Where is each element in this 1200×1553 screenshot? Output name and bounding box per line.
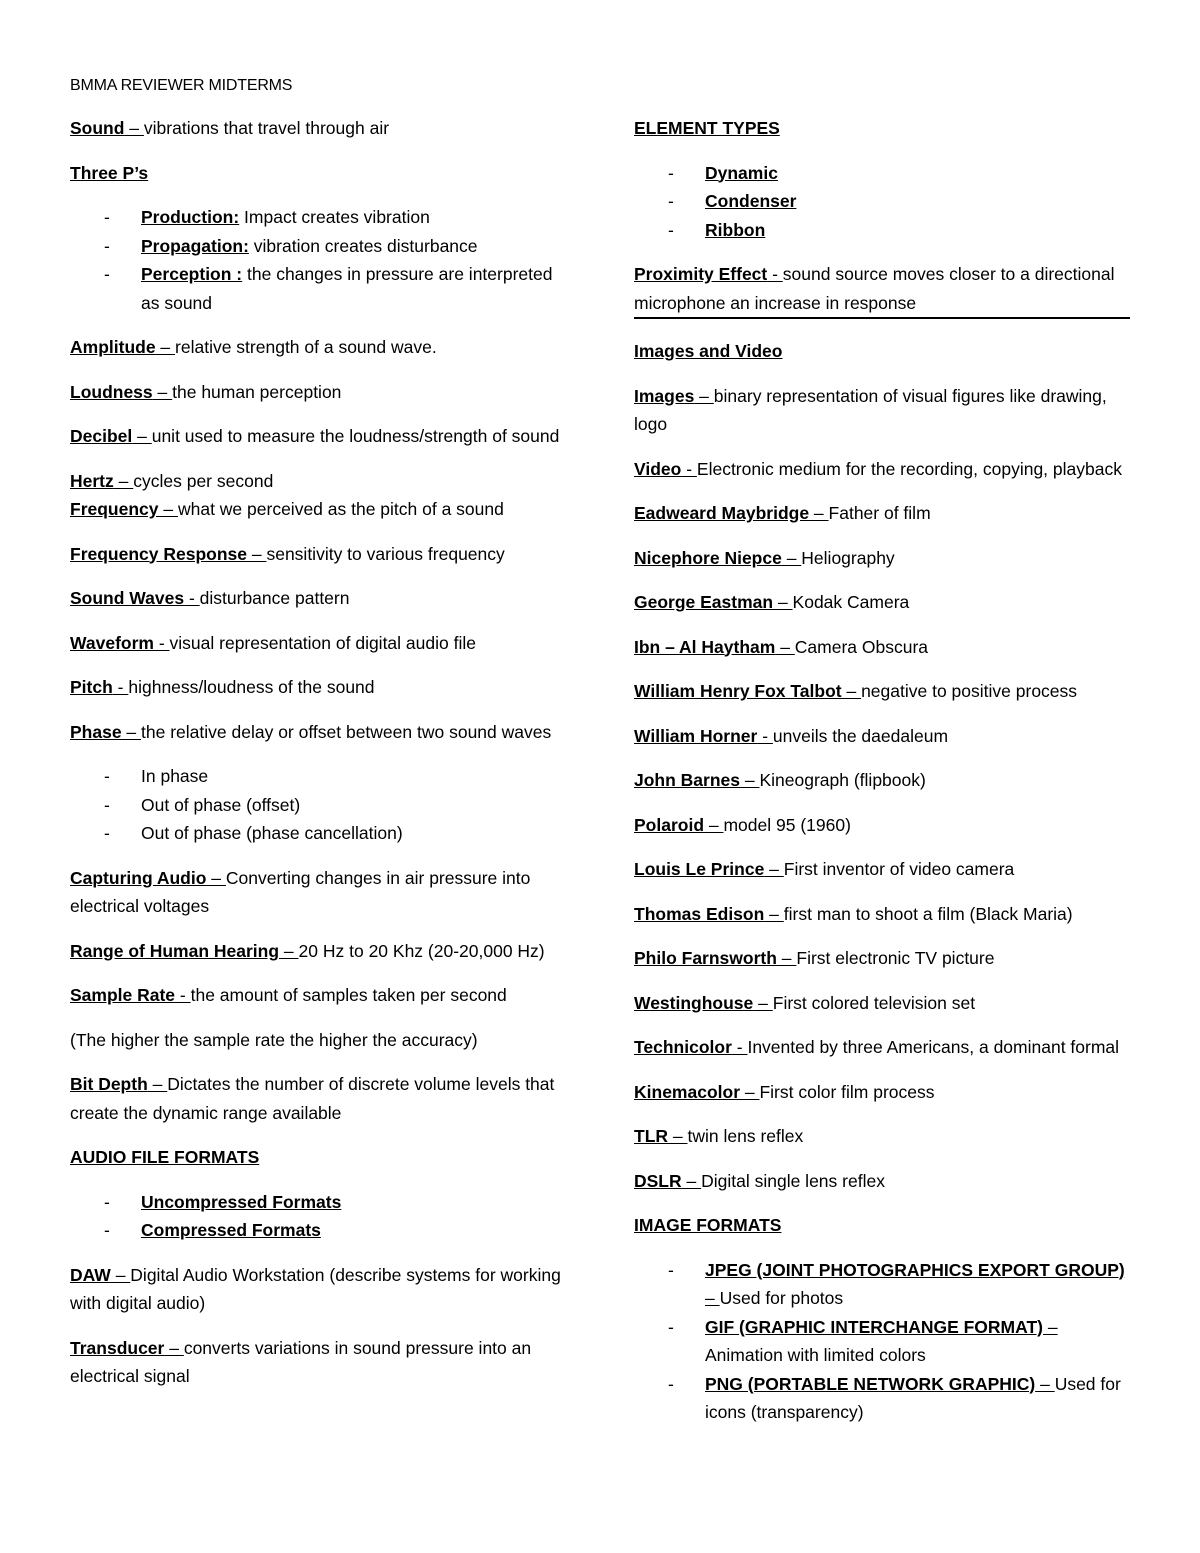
- entry-daw: [70, 1261, 570, 1318]
- heading-image-formats: [634, 1211, 1134, 1240]
- separator: –: [773, 592, 793, 612]
- term: Polaroid: [634, 814, 705, 835]
- separator: –: [1043, 1316, 1058, 1337]
- entry-range-hearing: [70, 937, 570, 966]
- dash-bullet: -: [104, 1191, 110, 1212]
- definition: the changes in pressure are interpreted as sound: [141, 264, 553, 313]
- term: Uncompressed Formats: [141, 1191, 342, 1212]
- dash-bullet: -: [668, 219, 674, 240]
- term: Capturing Audio: [70, 867, 207, 888]
- definition: Electronic medium for the recording, copying, playback: [696, 458, 1122, 479]
- definition: Camera Obscura: [794, 636, 929, 657]
- definition: the relative delay or offset between two sound waves: [141, 721, 552, 742]
- dash-bullet: -: [668, 1373, 674, 1394]
- heading-element-types: [634, 114, 1134, 143]
- separator: -: [757, 725, 773, 746]
- definition: the amount of samples taken per second: [190, 985, 507, 1005]
- dash-bullet: -: [104, 1220, 110, 1240]
- audio-formats-list: [70, 1188, 570, 1245]
- separator: –: [704, 814, 724, 835]
- term: DSLR: [634, 1170, 682, 1191]
- term: Sound: [70, 118, 125, 138]
- entry-sample-rate: [70, 981, 570, 1010]
- term: Pitch: [70, 677, 113, 697]
- entry-niepce: [634, 544, 1134, 573]
- definition: Impact creates vibration: [239, 207, 430, 227]
- separator: -: [175, 985, 191, 1005]
- definition: Used for photos: [719, 1288, 844, 1308]
- heading-images-video: [634, 337, 1134, 366]
- entry-kinemacolor: [634, 1078, 1134, 1107]
- definition: Digital single lens reflex: [701, 1170, 885, 1191]
- entry-haytham: [634, 633, 1134, 662]
- separator: –: [155, 337, 176, 357]
- separator: –: [206, 867, 226, 888]
- term: Thomas Edison: [634, 903, 765, 924]
- list-item: [634, 216, 1134, 245]
- term: Production:: [141, 207, 240, 227]
- definition: Digital Audio Workstation (describe systems for working with digital audio): [70, 1264, 561, 1313]
- definition: First color film process: [759, 1081, 935, 1102]
- dash-bullet: -: [668, 1316, 674, 1337]
- separator: –: [740, 1081, 760, 1102]
- document-title: BMMA REVIEWER MIDTERMS: [70, 77, 293, 94]
- separator: –: [132, 426, 152, 446]
- entry-proximity-effect: [634, 260, 1134, 317]
- term: GIF (GRAPHIC INTERCHANGE FORMAT): [705, 1316, 1043, 1337]
- separator: –: [113, 470, 134, 491]
- definition: model 95 (1960): [723, 814, 851, 835]
- left-column: [70, 114, 570, 1407]
- term: Louis Le Prince: [634, 859, 765, 879]
- heading-audio-formats: [70, 1143, 570, 1172]
- horizontal-rule: [634, 317, 1130, 319]
- image-formats-list: [634, 1256, 1134, 1427]
- term: Sound Waves: [70, 588, 185, 608]
- definition: disturbance pattern: [199, 588, 350, 608]
- separator: –: [841, 681, 862, 701]
- term: Perception :: [141, 264, 243, 284]
- entry-eastman: [634, 588, 1134, 617]
- term: Amplitude: [70, 337, 156, 357]
- entry-bit-depth: [70, 1070, 570, 1127]
- definition: Kineograph (flipbook): [759, 770, 926, 790]
- separator: -: [153, 632, 170, 653]
- term: William Horner: [634, 725, 758, 746]
- entry-edison: [634, 900, 1134, 929]
- list-item-text: Out of phase (offset): [141, 794, 301, 815]
- entry-tlr: [634, 1122, 1134, 1151]
- term: Proximity Effect: [634, 264, 768, 284]
- term: Kinemacolor: [634, 1081, 740, 1102]
- term: Hertz: [70, 470, 114, 491]
- definition: unveils the daedaleum: [772, 725, 949, 746]
- list-item: [70, 791, 570, 820]
- term: Dynamic: [705, 162, 778, 183]
- definition: vibrations that travel through air: [143, 118, 390, 138]
- definition: Animation with limited colors: [705, 1345, 926, 1365]
- definition: sensitivity to various frequency: [266, 543, 505, 564]
- entry-hertz: [70, 467, 570, 496]
- term: Frequency Response: [70, 543, 247, 564]
- term: John Barnes: [634, 770, 740, 790]
- term: DAW: [70, 1264, 111, 1285]
- term: Eadweard Maybridge: [634, 503, 810, 523]
- entry-loudness: [70, 378, 570, 407]
- dash-bullet: -: [104, 207, 110, 227]
- term: Transducer: [70, 1337, 165, 1358]
- separator: -: [112, 677, 129, 697]
- separator: –: [809, 503, 829, 523]
- separator: -: [681, 458, 697, 479]
- section-heading: AUDIO FILE FORMATS: [70, 1147, 260, 1167]
- list-item: [70, 1216, 570, 1245]
- separator: –: [1035, 1373, 1055, 1394]
- separator: -: [731, 1037, 748, 1057]
- term: Ibn – Al Haytham: [634, 636, 776, 657]
- definition: cycles per second: [133, 470, 274, 491]
- list-item: [70, 203, 570, 232]
- separator: –: [164, 1337, 184, 1358]
- definition: Invented by three Americans, a dominant formal: [747, 1037, 1120, 1057]
- separator: –: [158, 499, 178, 519]
- entry-capturing-audio: [70, 864, 570, 921]
- term: Video: [634, 458, 682, 479]
- definition: Kodak Camera: [792, 592, 910, 612]
- definition: binary representation of visual figures like drawing, logo: [634, 385, 1107, 434]
- definition: what we perceived as the pitch of a sound: [177, 499, 504, 519]
- definition: Father of film: [828, 503, 931, 523]
- term: Decibel: [70, 426, 133, 446]
- term: Range of Human Hearing: [70, 940, 280, 961]
- definition: negative to positive process: [861, 681, 1078, 701]
- separator: –: [147, 1074, 168, 1094]
- term: Philo Farnsworth: [634, 948, 777, 968]
- section-heading: ELEMENT TYPES: [634, 118, 780, 138]
- dash-bullet: -: [104, 794, 110, 815]
- definition: Heliography: [801, 547, 895, 568]
- definition: Dictates the number of discrete volume levels that create the dynamic range available: [70, 1074, 555, 1123]
- section-heading: Images and Video: [634, 341, 783, 361]
- list-item: [70, 1188, 570, 1217]
- separator: –: [110, 1264, 131, 1285]
- entry-sound: [70, 114, 570, 143]
- definition: first man to shoot a film (Black Maria): [783, 903, 1073, 924]
- right-column: [634, 114, 1134, 1443]
- list-item: [634, 1256, 1134, 1313]
- term: Phase: [70, 721, 122, 742]
- list-item: [634, 1370, 1134, 1427]
- term: Images: [634, 385, 695, 406]
- separator: –: [764, 903, 784, 924]
- term: PNG (PORTABLE NETWORK GRAPHIC): [705, 1373, 1036, 1394]
- entry-westinghouse: [634, 989, 1134, 1018]
- list-item-text: Out of phase (phase cancellation): [141, 823, 403, 843]
- definition: First colored television set: [772, 992, 976, 1013]
- section-heading: IMAGE FORMATS: [634, 1215, 782, 1235]
- entry-pitch: [70, 673, 570, 702]
- definition: Converting changes in air pressure into electrical voltages: [70, 867, 531, 916]
- list-item: [70, 819, 570, 848]
- entry-amplitude: [70, 333, 570, 362]
- dash-bullet: -: [668, 191, 674, 211]
- definition: twin lens reflex: [687, 1126, 804, 1146]
- separator: –: [740, 770, 760, 790]
- term: Sample Rate: [70, 985, 176, 1005]
- definition: First inventor of video camera: [783, 859, 1015, 879]
- dash-bullet: -: [668, 1259, 674, 1280]
- entry-le-prince: [634, 855, 1134, 884]
- entry-decibel: [70, 422, 570, 451]
- entry-technicolor: [634, 1033, 1134, 1062]
- dash-bullet: -: [104, 264, 110, 284]
- element-types-list: [634, 159, 1134, 245]
- separator: -: [184, 588, 200, 608]
- heading-three-ps: [70, 159, 570, 188]
- entry-barnes: [634, 766, 1134, 795]
- section-heading: Three P’s: [70, 162, 149, 183]
- term: William Henry Fox Talbot: [634, 681, 842, 701]
- list-item: [70, 762, 570, 791]
- separator: –: [775, 636, 795, 657]
- entry-images: [634, 382, 1134, 439]
- separator: –: [124, 118, 144, 138]
- term: Compressed Formats: [141, 1220, 321, 1240]
- separator: –: [753, 992, 773, 1013]
- sample-rate-note: (The higher the sample rate the higher the accuracy): [70, 1029, 478, 1050]
- dash-bullet: -: [104, 235, 110, 256]
- definition: relative strength of a sound wave.: [175, 337, 437, 357]
- separator: –: [121, 721, 142, 742]
- definition: First electronic TV picture: [796, 948, 995, 968]
- list-item-text: In phase: [141, 766, 209, 786]
- term: Waveform: [70, 632, 154, 653]
- entry-farnsworth: [634, 944, 1134, 973]
- three-ps-list: [70, 203, 570, 317]
- term: Ribbon: [705, 219, 766, 240]
- term: Frequency: [70, 499, 159, 519]
- term: Condenser: [705, 191, 797, 211]
- definition: the human perception: [172, 381, 342, 402]
- definition: highness/loudness of the sound: [128, 677, 375, 697]
- definition: 20 Hz to 20 Khz (20-20,000 Hz): [298, 940, 545, 961]
- list-item: [634, 1313, 1134, 1370]
- entry-horner: [634, 722, 1134, 751]
- list-item: [70, 232, 570, 261]
- dash-bullet: -: [104, 823, 110, 843]
- term: Westinghouse: [634, 992, 754, 1013]
- term: Nicephore Niepce: [634, 547, 782, 568]
- definition: converts variations in sound pressure into an electrical signal: [70, 1337, 532, 1386]
- separator: –: [152, 381, 173, 402]
- separator: –: [279, 940, 299, 961]
- phase-list: [70, 762, 570, 848]
- entry-transducer: [70, 1334, 570, 1391]
- term: George Eastman: [634, 592, 774, 612]
- term: Bit Depth: [70, 1074, 148, 1094]
- entry-frequency-response: [70, 540, 570, 569]
- list-item: [70, 260, 570, 317]
- list-item: [634, 159, 1134, 188]
- separator: –: [705, 1288, 720, 1308]
- dash-bullet: -: [104, 766, 110, 786]
- term: Technicolor: [634, 1037, 732, 1057]
- separator: –: [668, 1126, 688, 1146]
- definition: vibration creates disturbance: [248, 235, 478, 256]
- definition: Used for icons (transparency): [705, 1373, 1121, 1422]
- term: Loudness: [70, 381, 153, 402]
- entry-polaroid: [634, 811, 1134, 840]
- list-item: [634, 187, 1134, 216]
- entry-video: [634, 455, 1134, 484]
- term: JPEG (JOINT PHOTOGRAPHICS EXPORT GROUP): [705, 1259, 1125, 1280]
- entry-frequency: [70, 495, 570, 524]
- definition: sound source moves closer to a directional microphone an increase in response: [634, 264, 1115, 313]
- separator: –: [764, 859, 784, 879]
- separator: –: [247, 543, 267, 564]
- term: Propagation:: [141, 235, 249, 256]
- entry-maybridge: [634, 499, 1134, 528]
- definition: unit used to measure the loudness/strength of sound: [151, 426, 560, 446]
- separator: -: [767, 264, 783, 284]
- dash-bullet: -: [668, 162, 674, 183]
- separator: –: [781, 547, 802, 568]
- entry-dslr: [634, 1167, 1134, 1196]
- definition: visual representation of digital audio file: [169, 632, 476, 653]
- term: TLR: [634, 1126, 669, 1146]
- entry-sound-waves: [70, 584, 570, 613]
- separator: –: [694, 385, 714, 406]
- separator: –: [776, 948, 797, 968]
- separator: –: [681, 1170, 702, 1191]
- entry-phase: [70, 718, 570, 747]
- entry-waveform: [70, 629, 570, 658]
- entry-talbot: [634, 677, 1134, 706]
